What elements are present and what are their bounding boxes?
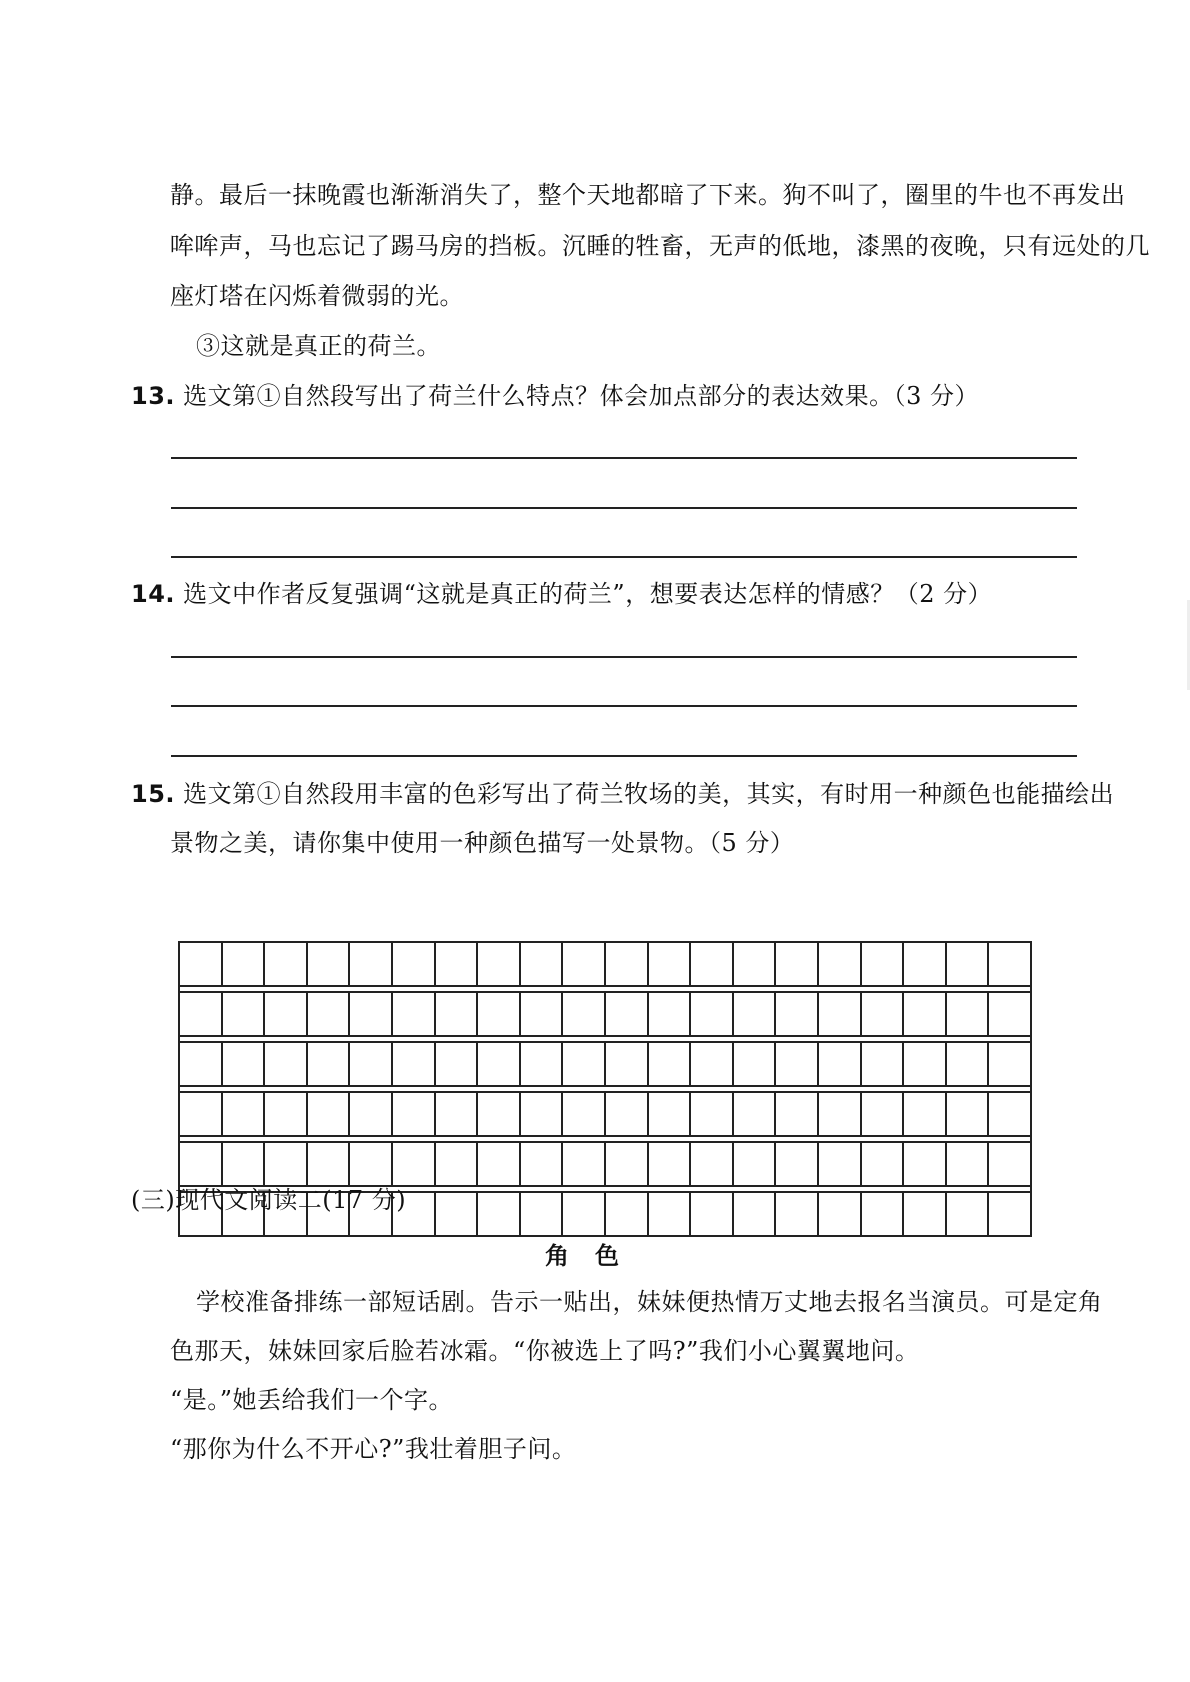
answer-line-13-2[interactable] (171, 507, 1077, 509)
story-title: 角色 (545, 1242, 645, 1270)
grid-cell[interactable] (265, 943, 308, 985)
grid-cell[interactable] (308, 1043, 351, 1085)
grid-cell[interactable] (862, 1093, 905, 1135)
grid-cell[interactable] (350, 943, 393, 985)
grid-cell[interactable] (521, 1143, 564, 1185)
grid-cell[interactable] (947, 943, 990, 985)
grid-cell[interactable] (606, 1193, 649, 1235)
grid-cell[interactable] (223, 1043, 266, 1085)
grid-cell[interactable] (819, 1143, 862, 1185)
grid-cell[interactable] (989, 1193, 1030, 1235)
question-13 (131, 381, 979, 411)
grid-row (180, 1143, 1030, 1185)
grid-cell[interactable] (989, 1093, 1030, 1135)
question-13-text: 选文第①自然段写出了荷兰什么特点？体会加点部分的表达效果。（3 分） (183, 382, 980, 410)
grid-cell[interactable] (350, 1093, 393, 1135)
section-heading: (三)现代文阅读二(17 分) (131, 1186, 407, 1214)
grid-cell[interactable] (989, 1143, 1030, 1185)
grid-cell[interactable] (819, 1193, 862, 1235)
grid-cell[interactable] (904, 993, 947, 1035)
grid-cell[interactable] (904, 943, 947, 985)
grid-cell[interactable] (563, 943, 606, 985)
grid-row (180, 943, 1030, 985)
grid-cell[interactable] (904, 1143, 947, 1185)
grid-cell[interactable] (436, 1043, 479, 1085)
answer-line-14-3[interactable] (171, 755, 1077, 757)
grid-cell[interactable] (904, 1043, 947, 1085)
grid-cell[interactable] (989, 943, 1030, 985)
question-14 (131, 579, 992, 609)
grid-cell[interactable] (478, 1193, 521, 1235)
grid-cell[interactable] (649, 993, 692, 1035)
grid-cell[interactable] (180, 993, 223, 1035)
grid-cell[interactable] (691, 993, 734, 1035)
grid-cell[interactable] (478, 1143, 521, 1185)
grid-cell[interactable] (436, 943, 479, 985)
grid-cell[interactable] (776, 1193, 819, 1235)
grid-cell[interactable] (393, 993, 436, 1035)
grid-cell[interactable] (606, 1093, 649, 1135)
grid-cell[interactable] (350, 1043, 393, 1085)
grid-cell[interactable] (521, 1193, 564, 1235)
grid-cell[interactable] (989, 1043, 1030, 1085)
grid-cell[interactable] (776, 1143, 819, 1185)
question-14-number: 14. (131, 580, 176, 608)
grid-cell[interactable] (904, 1093, 947, 1135)
grid-cell[interactable] (350, 993, 393, 1035)
grid-cell[interactable] (734, 1043, 777, 1085)
question-15-number: 15. (131, 780, 176, 808)
grid-cell[interactable] (223, 993, 266, 1035)
grid-cell[interactable] (521, 943, 564, 985)
grid-cell[interactable] (180, 1143, 223, 1185)
question-15-text: 选文第①自然段用丰富的色彩写出了荷兰牧场的美，其实，有时用一种颜色也能描绘出 (183, 780, 1115, 808)
grid-cell[interactable] (691, 1093, 734, 1135)
question-13-number: 13. (131, 382, 176, 410)
grid-cell[interactable] (776, 1093, 819, 1135)
grid-cell[interactable] (478, 943, 521, 985)
grid-cell[interactable] (776, 943, 819, 985)
grid-row (180, 1043, 1030, 1085)
grid-cell[interactable] (563, 1193, 606, 1235)
passage-line-3: 座灯塔在闪烁着微弱的光。 (170, 282, 464, 310)
grid-row-gap (180, 985, 1030, 993)
grid-cell[interactable] (478, 1093, 521, 1135)
grid-row-gap (180, 1035, 1030, 1043)
grid-row-gap (180, 1135, 1030, 1143)
grid-cell[interactable] (947, 993, 990, 1035)
grid-cell[interactable] (180, 1093, 223, 1135)
grid-cell[interactable] (393, 1043, 436, 1085)
grid-cell[interactable] (862, 943, 905, 985)
grid-row-gap (180, 1085, 1030, 1093)
grid-cell[interactable] (947, 1143, 990, 1185)
grid-cell[interactable] (180, 1043, 223, 1085)
grid-cell[interactable] (606, 993, 649, 1035)
grid-cell[interactable] (734, 1193, 777, 1235)
grid-cell[interactable] (776, 1043, 819, 1085)
grid-cell[interactable] (521, 993, 564, 1035)
grid-cell[interactable] (563, 1143, 606, 1185)
grid-cell[interactable] (947, 1093, 990, 1135)
grid-cell[interactable] (734, 993, 777, 1035)
grid-cell[interactable] (691, 1143, 734, 1185)
grid-cell[interactable] (819, 1043, 862, 1085)
grid-cell[interactable] (308, 993, 351, 1035)
grid-cell[interactable] (393, 943, 436, 985)
grid-cell[interactable] (649, 1043, 692, 1085)
grid-cell[interactable] (649, 1093, 692, 1135)
grid-cell[interactable] (691, 1043, 734, 1085)
grid-cell[interactable] (649, 1193, 692, 1235)
grid-cell[interactable] (521, 1043, 564, 1085)
grid-cell[interactable] (563, 993, 606, 1035)
answer-line-14-1[interactable] (171, 656, 1077, 658)
grid-cell[interactable] (265, 993, 308, 1035)
grid-cell[interactable] (308, 1093, 351, 1135)
answer-line-13-3[interactable] (171, 556, 1077, 558)
grid-cell[interactable] (819, 1093, 862, 1135)
grid-cell[interactable] (734, 1143, 777, 1185)
grid-cell[interactable] (606, 1043, 649, 1085)
grid-cell[interactable] (308, 1143, 351, 1185)
grid-cell[interactable] (862, 1043, 905, 1085)
grid-cell[interactable] (350, 1143, 393, 1185)
grid-cell[interactable] (436, 993, 479, 1035)
grid-cell[interactable] (649, 943, 692, 985)
grid-cell[interactable] (776, 993, 819, 1035)
grid-cell[interactable] (521, 1093, 564, 1135)
grid-cell[interactable] (649, 1143, 692, 1185)
grid-cell[interactable] (180, 943, 223, 985)
grid-cell[interactable] (862, 1193, 905, 1235)
grid-cell[interactable] (265, 1143, 308, 1185)
grid-cell[interactable] (819, 943, 862, 985)
grid-cell[interactable] (691, 1193, 734, 1235)
paragraph-3: ③这就是真正的荷兰。 (196, 332, 441, 360)
grid-cell[interactable] (436, 1143, 479, 1185)
grid-cell[interactable] (265, 1093, 308, 1135)
grid-cell[interactable] (223, 943, 266, 985)
grid-cell[interactable] (223, 1093, 266, 1135)
grid-cell[interactable] (308, 943, 351, 985)
grid-cell[interactable] (606, 943, 649, 985)
grid-cell[interactable] (478, 1043, 521, 1085)
grid-cell[interactable] (436, 1193, 479, 1235)
passage-line-2: 哞哞声，马也忘记了踢马房的挡板。沉睡的牲畜，无声的低地，漆黑的夜晚，只有远处的几 (170, 232, 1150, 260)
story-line-4: “那你为什么不开心?”我壮着胆子问。 (170, 1435, 577, 1463)
answer-line-13-1[interactable] (171, 457, 1077, 459)
story-line-1: 学校准备排练一部短话剧。告示一贴出，妹妹便热情万丈地去报名当演员。可是定角 (196, 1288, 1103, 1316)
grid-cell[interactable] (862, 993, 905, 1035)
grid-row (180, 993, 1030, 1035)
question-14-text: 选文中作者反复强调“这就是真正的荷兰”，想要表达怎样的情感？（2 分） (183, 580, 993, 608)
grid-cell[interactable] (265, 1043, 308, 1085)
story-line-3: “是。”她丢给我们一个字。 (170, 1386, 454, 1414)
grid-cell[interactable] (904, 1193, 947, 1235)
grid-row (180, 1093, 1030, 1135)
answer-line-14-2[interactable] (171, 705, 1077, 707)
grid-cell[interactable] (734, 1093, 777, 1135)
question-15-text-line-2: 景物之美，请你集中使用一种颜色描写一处景物。（5 分） (170, 829, 795, 857)
grid-cell[interactable] (734, 943, 777, 985)
passage-line-1: 静。最后一抹晚霞也渐渐消失了，整个天地都暗了下来。狗不叫了，圈里的牛也不再发出 (170, 181, 1126, 209)
grid-cell[interactable] (691, 943, 734, 985)
grid-cell[interactable] (947, 1043, 990, 1085)
grid-cell[interactable] (393, 1143, 436, 1185)
grid-cell[interactable] (563, 1043, 606, 1085)
grid-cell[interactable] (862, 1143, 905, 1185)
grid-cell[interactable] (563, 1093, 606, 1135)
grid-cell[interactable] (606, 1143, 649, 1185)
grid-cell[interactable] (478, 993, 521, 1035)
grid-cell[interactable] (989, 993, 1030, 1035)
grid-cell[interactable] (436, 1093, 479, 1135)
grid-cell[interactable] (947, 1193, 990, 1235)
question-15 (131, 779, 1114, 809)
grid-cell[interactable] (223, 1143, 266, 1185)
story-line-2: 色那天，妹妹回家后脸若冰霜。“你被选上了吗?”我们小心翼翼地问。 (170, 1337, 920, 1365)
grid-cell[interactable] (819, 993, 862, 1035)
grid-cell[interactable] (393, 1093, 436, 1135)
